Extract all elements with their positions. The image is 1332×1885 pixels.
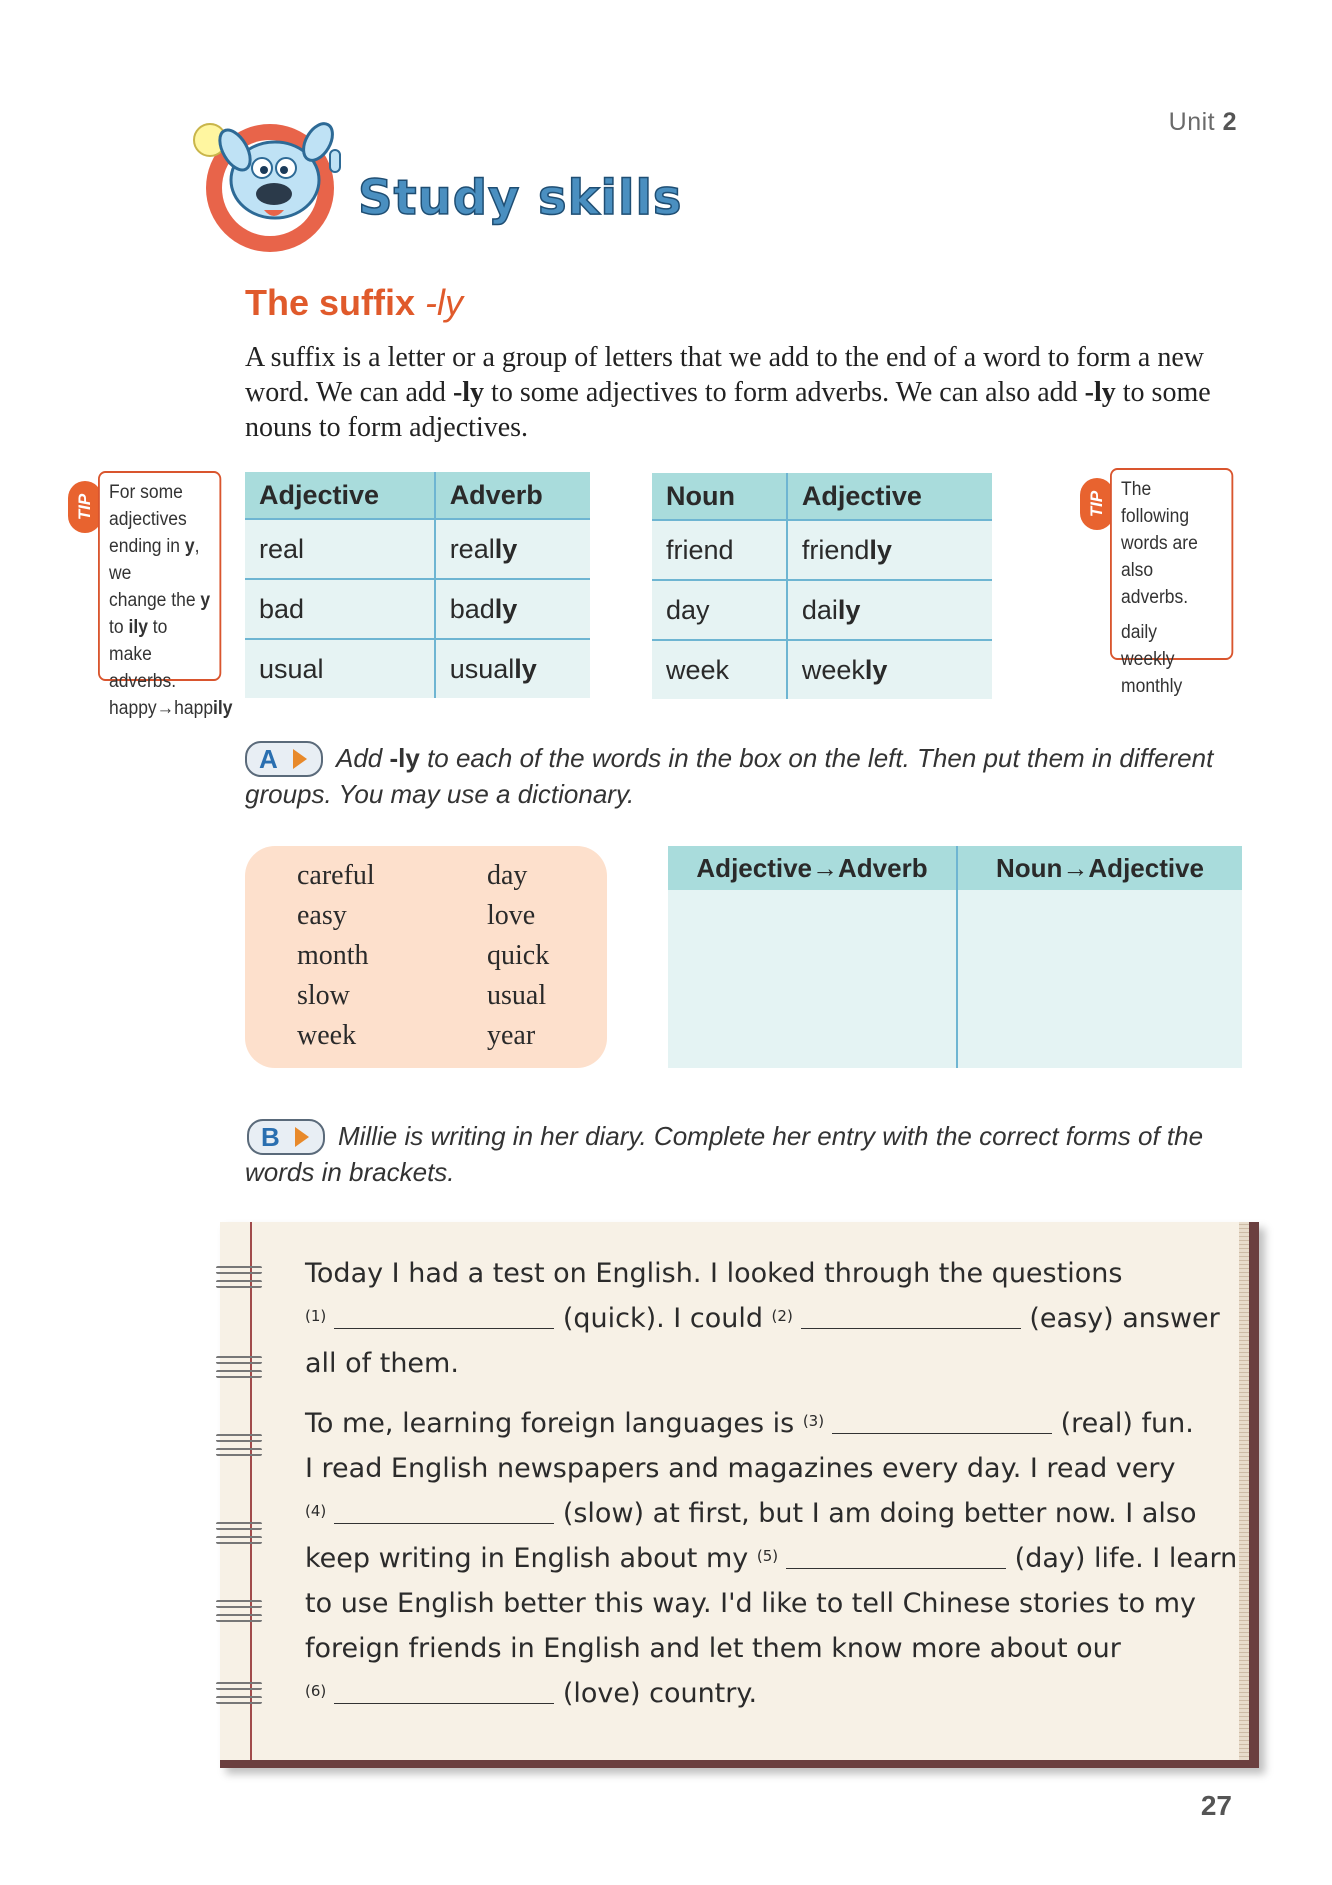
exercise-a-instruction: Add -ly to each of the words in the box on the left. Then put them in different xyxy=(336,743,1214,773)
diary-line: To me, learning foreign languages is $^{(3)}$ (real) fun. xyxy=(305,1408,1194,1439)
diary-line: foreign friends in English and let them know more about our xyxy=(305,1633,1121,1664)
unit-label: Unit 2 xyxy=(1168,108,1237,136)
blank-3[interactable] xyxy=(832,1409,1052,1434)
tip-box-left: For some adjectives ending in y, we change the y to ily to make adverbs. happy→happily xyxy=(98,471,221,681)
binding-rings-icon xyxy=(216,1682,262,1710)
binding-rings-icon xyxy=(216,1356,262,1384)
exercise-b-badge: B xyxy=(247,1119,325,1155)
blank-5[interactable] xyxy=(786,1544,1006,1569)
list-item: usual xyxy=(487,980,547,1011)
exercise-b-instruction-cont: words in brackets. xyxy=(245,1157,455,1187)
heading-suffix-ly: The suffix -ly xyxy=(245,282,464,323)
table-header: Adjective xyxy=(245,472,435,519)
table-header: Adverb xyxy=(435,472,590,519)
diary-line: $^{(1)}$ (quick). I could $^{(2)}$ (easy) answer xyxy=(305,1303,1220,1334)
sort-header-noun-adj: Noun→Adjective xyxy=(958,846,1242,890)
section-title: Study skills xyxy=(358,170,683,226)
answer-area-noun-adj[interactable] xyxy=(958,890,1242,1068)
word-box xyxy=(245,846,607,1068)
diary-line: all of them. xyxy=(305,1348,459,1379)
table-row: bad badly xyxy=(245,579,590,639)
list-item: slow xyxy=(297,980,350,1011)
table-header: Adjective xyxy=(787,473,992,520)
tip-tag-right: TIP xyxy=(1080,478,1114,530)
answer-area-adj-adv[interactable] xyxy=(668,890,956,1068)
blank-4[interactable] xyxy=(334,1499,554,1524)
table-row: usual usually xyxy=(245,639,590,698)
blank-2[interactable] xyxy=(801,1304,1021,1329)
binding-rings-icon xyxy=(216,1600,262,1628)
table-row: real really xyxy=(245,519,590,579)
noun-adjective-table xyxy=(652,473,992,699)
intro-paragraph: A suffix is a letter or a group of letters that we add to the end of a word to form a new word. We can add -ly to some adjectives to form adverbs. We can also add -ly to some nouns to form adjectives. xyxy=(245,342,1211,443)
table-row: friend friendly xyxy=(652,520,992,580)
word-column-2 xyxy=(487,856,549,1056)
binding-rings-icon xyxy=(216,1266,262,1294)
list-item: easy xyxy=(297,900,347,931)
sorting-table xyxy=(668,846,1242,1068)
page-number: 27 xyxy=(1200,1790,1232,1821)
blank-6[interactable] xyxy=(334,1679,554,1704)
exercise-a-instruction-cont: groups. You may use a dictionary. xyxy=(245,779,635,809)
table-header: Noun xyxy=(652,473,787,520)
diary-line: Today I had a test on English. I looked through the questions xyxy=(305,1258,1123,1289)
diary-line: I read English newspapers and magazines every day. I read very xyxy=(305,1453,1176,1484)
exercise-a-badge: A xyxy=(245,741,323,777)
table-row: week weekly xyxy=(652,640,992,699)
tip-tag-left: TIP xyxy=(68,481,102,533)
list-item: careful xyxy=(297,860,375,891)
blank-1[interactable] xyxy=(334,1304,554,1329)
list-item: day xyxy=(487,860,528,891)
list-item: week xyxy=(297,1020,357,1051)
list-item: month xyxy=(297,940,369,971)
tip-box-right: The following words are also adverbs. daily weekly monthly xyxy=(1110,468,1233,660)
mascot-logo-icon xyxy=(180,110,380,260)
list-item: love xyxy=(487,900,536,931)
play-arrow-icon xyxy=(293,749,307,769)
list-item: year xyxy=(487,1020,536,1051)
diary-line: $^{(6)}$ (love) country. xyxy=(305,1678,758,1709)
diary-line: to use English better this way. I'd like to tell Chinese stories to my xyxy=(305,1588,1197,1619)
binding-rings-icon xyxy=(216,1434,262,1462)
exercise-b-instruction: Millie is writing in her diary. Complete her entry with the correct forms of the xyxy=(338,1121,1204,1151)
list-item: quick xyxy=(487,940,550,971)
play-arrow-icon xyxy=(295,1127,309,1147)
sort-header-adj-adv: Adjective→Adverb xyxy=(668,846,956,890)
binding-rings-icon xyxy=(216,1522,262,1550)
table-row: day daily xyxy=(652,580,992,640)
diary-line: keep writing in English about my $^{(5)}$ (day) life. I learn xyxy=(305,1543,1238,1574)
diary-notebook xyxy=(220,1222,1259,1768)
adjective-adverb-table xyxy=(245,472,590,698)
word-column-1 xyxy=(297,856,375,1056)
diary-line: $^{(4)}$ (slow) at first, but I am doing better now. I also xyxy=(305,1498,1197,1529)
